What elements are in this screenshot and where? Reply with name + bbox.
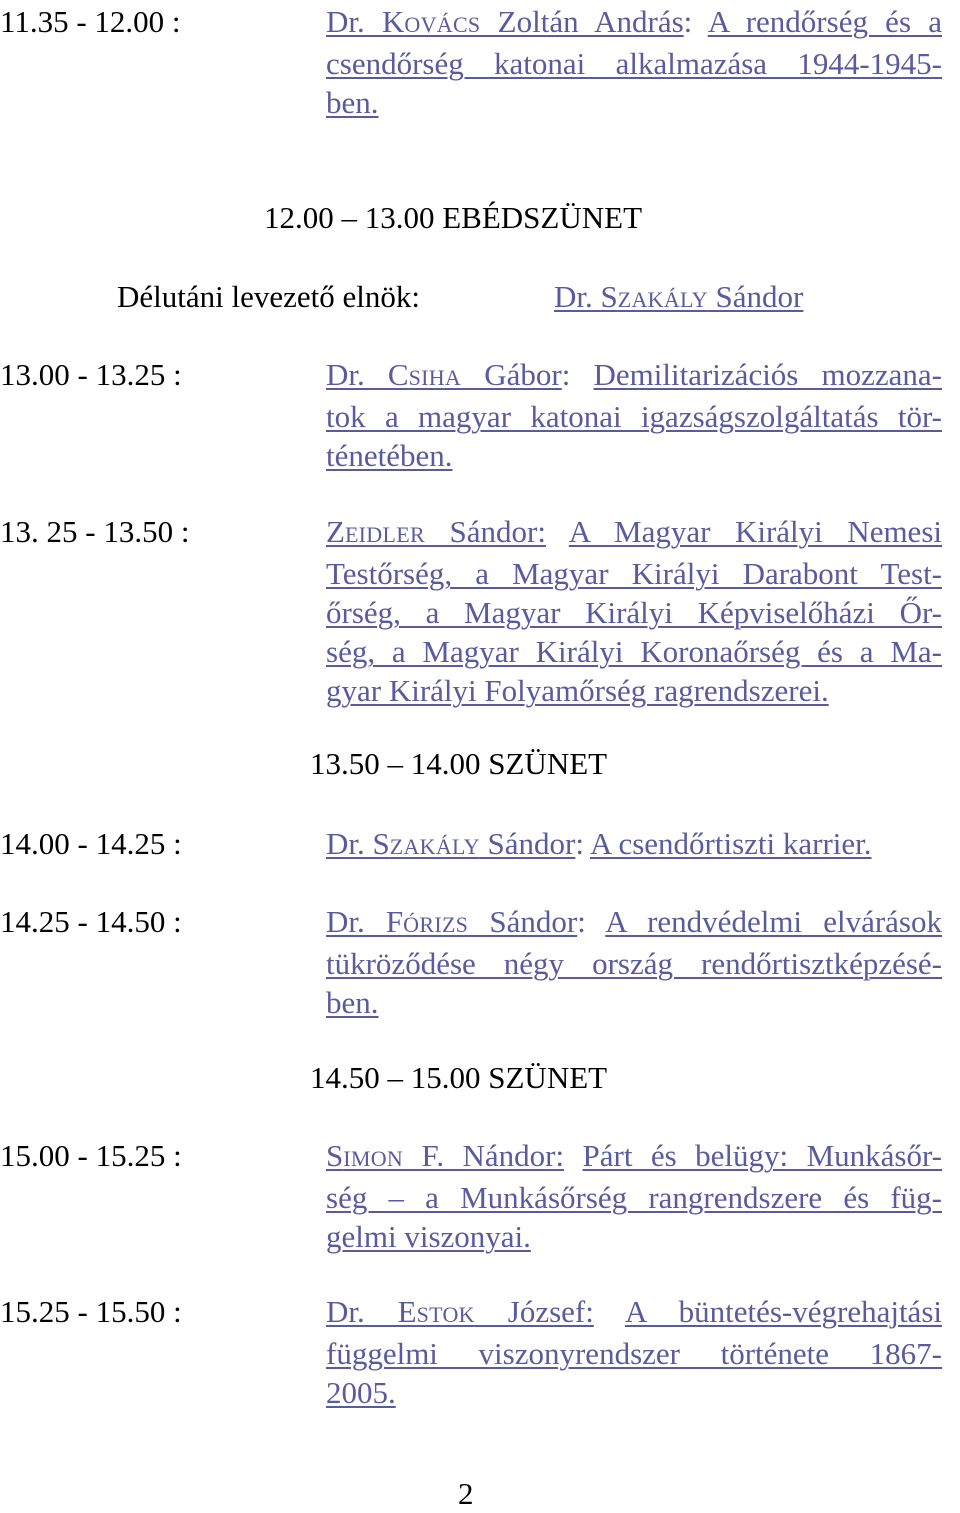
talk-text: :: [683, 4, 708, 39]
talk-link-text[interactable]: A rendvédelmi elvárások: [605, 904, 942, 939]
talk-content: [326, 512, 942, 710]
talk-line: [326, 1334, 942, 1373]
talk-line: [326, 355, 942, 397]
talk-text: [594, 1294, 625, 1329]
talk-text: [546, 514, 569, 549]
talk-line: [326, 83, 942, 122]
talk-line: [326, 554, 942, 593]
break-1350: 13.50 – 14.00 SZÜNET: [310, 746, 608, 781]
talk-link-text[interactable]: Zoltán András: [480, 4, 684, 39]
chair-name-suffix: Sándor: [707, 279, 804, 314]
talk-link-text[interactable]: SIHA: [408, 365, 462, 390]
talk-line: [326, 632, 942, 671]
chair-label: Délutáni levezető elnök:: [117, 279, 420, 314]
talk-text: :: [561, 357, 594, 392]
talk-line: [326, 1292, 942, 1334]
talk-link-text[interactable]: F. Nándor:: [403, 1138, 565, 1173]
talk-line: [326, 593, 942, 632]
talk-link-text[interactable]: Testőrség, a Magyar Királyi Darabont Test-: [326, 556, 942, 591]
talk-line: [326, 1136, 942, 1178]
time-slot: 15.00 - 15.25 :: [0, 1138, 182, 1173]
talk-link-text[interactable]: Dr. K: [326, 4, 405, 39]
talk-link-text[interactable]: Párt és belügy: Munkásőr-: [582, 1138, 942, 1173]
talk-link-text[interactable]: Demilitarizációs mozzana-: [593, 357, 942, 392]
talk-line: [326, 512, 942, 554]
talk-link-text[interactable]: EIDLER: [344, 522, 425, 547]
talk-link-text[interactable]: ben.: [326, 85, 379, 120]
talk-line: [326, 671, 942, 710]
talk-link-text[interactable]: IMON: [343, 1146, 404, 1171]
talk-link-text[interactable]: ténetében.: [326, 438, 453, 473]
time-slot: 15.25 - 15.50 :: [0, 1294, 182, 1329]
talk-link-text[interactable]: A csendőrtiszti karrier.: [590, 826, 872, 861]
talk-link-text[interactable]: Dr. F: [326, 904, 404, 939]
talk-content: [326, 1292, 942, 1412]
talk-link-text[interactable]: Dr. E: [326, 1294, 417, 1329]
talk-link-text[interactable]: gyar Királyi Folyamőrség ragrendszerei.: [326, 673, 829, 708]
talk-line: [326, 1178, 942, 1217]
time-slot: 14.00 - 14.25 :: [0, 826, 182, 861]
talk-text: [564, 1138, 582, 1173]
talk-content: [326, 902, 942, 1022]
talk-link-text[interactable]: József:: [474, 1294, 594, 1329]
talk-link-text[interactable]: ben.: [326, 985, 379, 1020]
talk-link-text[interactable]: Dr. C: [326, 357, 409, 392]
talk-content: [326, 355, 942, 475]
talk-link-text[interactable]: Gábor: [461, 357, 562, 392]
time-slot: 14.25 - 14.50 :: [0, 904, 182, 939]
talk-link-text[interactable]: 2005.: [326, 1375, 396, 1410]
talk-text: :: [575, 826, 591, 861]
time-slot: 13. 25 - 13.50 :: [0, 514, 190, 549]
talk-link-text[interactable]: ÓRIZS: [403, 912, 469, 937]
break-1450: 14.50 – 15.00 SZÜNET: [310, 1060, 608, 1095]
talk-link-text[interactable]: őrség, a Magyar Királyi Képviselőházi Őr-: [326, 595, 942, 630]
talk-link-text[interactable]: A Magyar Királyi Nemesi: [568, 514, 942, 549]
talk-link-text[interactable]: A büntetés-végrehajtási: [625, 1294, 942, 1329]
talk-link-text[interactable]: gelmi viszonyai.: [326, 1219, 531, 1254]
talk-content: [326, 824, 942, 866]
talk-line: [326, 397, 942, 436]
time-slot: 11.35 - 12.00 :: [0, 4, 181, 39]
talk-link-text[interactable]: Dr. S: [326, 826, 390, 861]
talk-link-text[interactable]: ség – a Munkásőrség rangrendszere és füg-: [326, 1180, 942, 1215]
talk-line: [326, 436, 942, 475]
talk-content: [326, 1136, 942, 1256]
talk-link-text[interactable]: tok a magyar katonai igazságszolgáltatás tör-: [326, 399, 942, 434]
talk-line: [326, 944, 942, 983]
talk-link-text[interactable]: ZAKÁLY: [389, 834, 480, 859]
page-number: 2: [458, 1476, 474, 1511]
talk-link-text[interactable]: Sándor: [468, 904, 578, 939]
chair-name-prefix: Dr. S: [554, 279, 618, 314]
talk-link-text[interactable]: Z: [326, 514, 345, 549]
talk-text: :: [577, 904, 606, 939]
lunch-break: 12.00 – 13.00 EBÉDSZÜNET: [264, 200, 643, 235]
talk-link-text[interactable]: STOK: [416, 1302, 475, 1327]
time-slot: 13.00 - 13.25 :: [0, 357, 182, 392]
talk-link-text[interactable]: OVÁCS: [404, 12, 481, 37]
talk-link-text[interactable]: tükröződése négy ország rendőrtisztképzésé-: [326, 946, 942, 981]
talk-link-text[interactable]: A rendőrség és a: [707, 4, 942, 39]
talk-link-text[interactable]: S: [326, 1138, 344, 1173]
talk-link-text[interactable]: függelmi viszonyrendszer története 1867-: [326, 1336, 942, 1371]
talk-line: [326, 44, 942, 83]
talk-line: [326, 902, 942, 944]
talk-link-text[interactable]: Sándor: [479, 826, 576, 861]
talk-line: [326, 1217, 942, 1256]
chair-name[interactable]: [554, 277, 803, 319]
talk-content: [326, 2, 942, 122]
talk-line: [326, 824, 942, 866]
chair-name-smallcaps: ZAKÁLY: [617, 287, 708, 312]
talk-line: [326, 1373, 942, 1412]
talk-line: [326, 2, 942, 44]
talk-line: [326, 983, 942, 1022]
talk-link-text[interactable]: ség, a Magyar Királyi Koronaőrség és a Ma-: [326, 634, 942, 669]
talk-link-text[interactable]: csendőrség katonai alkalmazása 1944-1945-: [326, 46, 942, 81]
talk-link-text[interactable]: Sándor:: [424, 514, 546, 549]
